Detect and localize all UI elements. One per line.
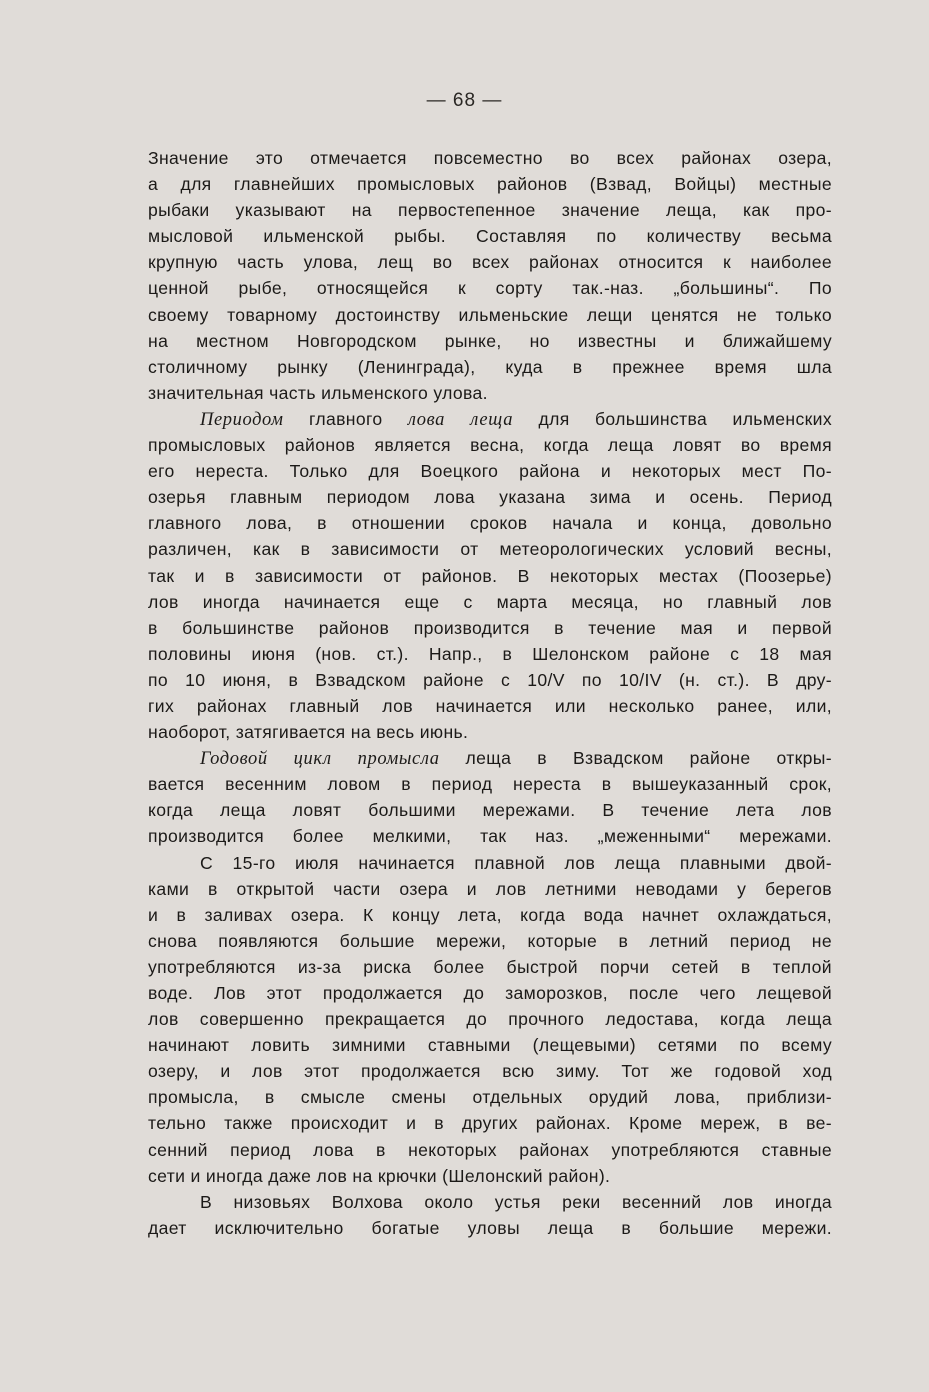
text-line: сенний период лова в некоторых районах употребляются ставные bbox=[148, 1139, 832, 1160]
text-line: рыбаки указывают на первостепенное значение леща, как про- bbox=[148, 200, 832, 221]
text-line: сети и иногда даже лов на крючки (Шелонский район). bbox=[148, 1165, 611, 1186]
text-line: воде. Лов этот продолжается до заморозков, после чего лещевой bbox=[148, 983, 832, 1003]
text-line: употребляются из-за риска более быстрой порчи сетей в теплой bbox=[148, 956, 832, 977]
text-line: столичному рынку (Ленинграда), куда в прежнее время шла bbox=[148, 356, 832, 377]
paragraph-3 bbox=[148, 745, 832, 849]
text-line: а для главнейших промысловых районов (Взвад, Войцы) местные bbox=[148, 174, 832, 195]
body-text bbox=[148, 145, 832, 1241]
text-line: наоборот, затягивается на весь июнь. bbox=[148, 722, 469, 743]
page-number: — 68 — bbox=[426, 90, 503, 111]
text-line: промысла, в смысле смены отдельных орудий лова, приблизи- bbox=[148, 1087, 832, 1108]
paragraph-2 bbox=[148, 406, 832, 745]
text-line: значительная часть ильменского улова. bbox=[148, 382, 488, 403]
line-fragment: леща в Взвадском районе откры- bbox=[439, 748, 832, 769]
text-line: ками в открытой части озера и лов летними неводами у берегов bbox=[148, 878, 832, 899]
line-fragment: для большинства ильменских bbox=[513, 408, 832, 429]
text-line: своему товарному достоинству ильменьские лещи ценятся не только bbox=[148, 304, 832, 325]
text-line: начинают ловить зимними ставными (лещевыми) сетями по всему bbox=[148, 1035, 832, 1056]
line-fragment: главного bbox=[283, 408, 408, 429]
text-line: крупную часть улова, лещ во всех районах относится к наиболее bbox=[148, 252, 832, 273]
text-line: когда леща ловят большими мережами. В течение лета лов bbox=[148, 800, 832, 821]
text-line: В низовьях Волхова около устья реки весенний лов иногда bbox=[200, 1191, 832, 1212]
text-line: снова появляются большие мережи, которые в летний период не bbox=[148, 930, 832, 951]
text-line: С 15-го июля начинается плавной лов леща плавными двой- bbox=[200, 852, 832, 873]
text-line: и в заливах озера. К концу лета, когда вода начнет охлаждаться, bbox=[148, 904, 832, 925]
text-line: различен, как в зависимости от метеорологических условий весны, bbox=[148, 539, 832, 560]
paragraph-5 bbox=[148, 1189, 832, 1241]
text-line: производится более мелкими, так наз. „меженными“ мережами. bbox=[148, 826, 832, 847]
text-line: озерья главным периодом лова указана зима и осень. Период bbox=[148, 487, 832, 508]
text-line: вается весенним ловом в период нереста в вышеуказанный срок, bbox=[148, 774, 832, 795]
text-line: половины июня (нов. ст.). Напр., в Шелонском районе с 18 мая bbox=[148, 643, 832, 664]
italic-term: лова леща bbox=[407, 409, 514, 430]
text-line: в большинстве районов производится в течение мая и первой bbox=[148, 617, 832, 638]
text-line: мысловой ильменской рыбы. Составляя по количеству весьма bbox=[148, 226, 832, 247]
italic-term: Периодом bbox=[200, 409, 284, 430]
paragraph-1 bbox=[148, 145, 832, 406]
text-line: лов иногда начинается еще с марта месяца, но главный лов bbox=[148, 591, 832, 612]
text-line: Значение это отмечается повсеместно во всех районах озера, bbox=[148, 148, 832, 168]
text-line: на местном Новгородском рынке, но известны и ближайшему bbox=[148, 330, 832, 351]
text-line: его нереста. Только для Воецкого района и некоторых мест По- bbox=[148, 461, 832, 482]
text-line: гих районах главный лов начинается или несколько ранее, или, bbox=[148, 695, 832, 716]
text-line: главного лова, в отношении сроков начала и конца, довольно bbox=[148, 513, 832, 534]
text-line: так и в зависимости от районов. В некоторых местах (Поозерье) bbox=[148, 565, 832, 586]
text-line: лов совершенно прекращается до прочного ледостава, когда леща bbox=[148, 1009, 832, 1030]
text-line: озеру, и лов этот продолжается всю зиму. Тот же годовой ход bbox=[148, 1061, 832, 1082]
italic-term: Годовой цикл промысла bbox=[200, 749, 440, 770]
text-line bbox=[148, 406, 832, 432]
paragraph-4 bbox=[148, 850, 832, 1189]
text-line: тельно также происходит и в других районах. Кроме мереж, в ве- bbox=[148, 1113, 832, 1134]
text-line bbox=[148, 745, 832, 771]
text-line: по 10 июня, в Взвадском районе с 10/V по 10/IV (н. ст.). В дру- bbox=[148, 669, 832, 690]
text-line: ценной рыбе, относящейся к сорту так.-наз. „большины“. По bbox=[148, 278, 832, 299]
text-line: дает исключительно богатые уловы леща в большие мережи. bbox=[148, 1217, 832, 1238]
text-line: промысловых районов является весна, когда леща ловят во время bbox=[148, 435, 832, 456]
